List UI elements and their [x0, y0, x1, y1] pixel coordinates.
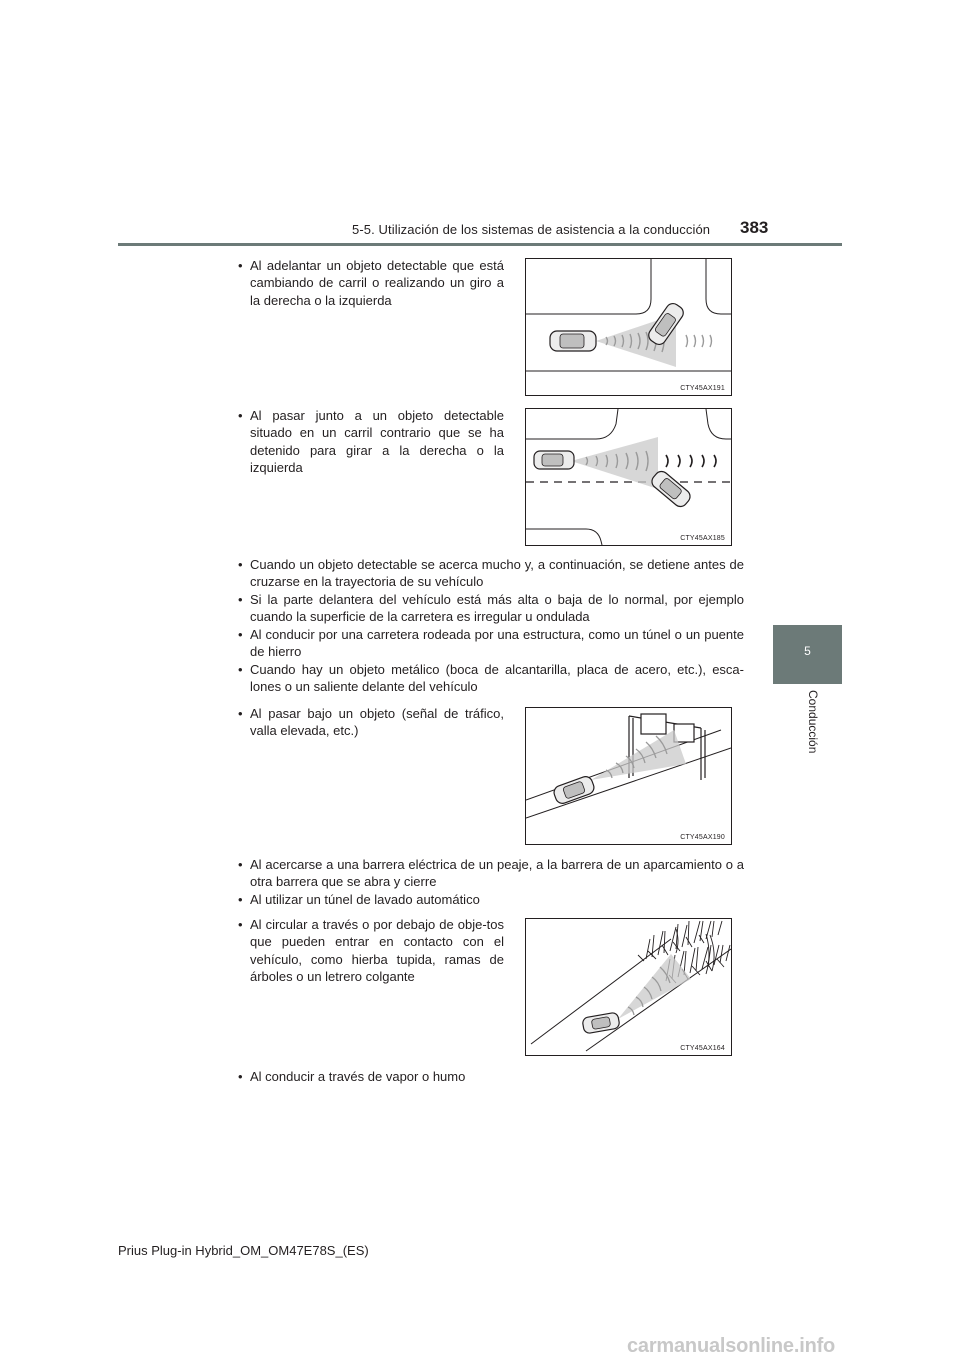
- section-title: 5-5. Utilización de los sistemas de asistencia a la conducción: [352, 222, 711, 237]
- list-item-front-height: • Si la parte delantera del vehículo está más alta o baja de lo normal, por ejemplo cuando la superficie de la carretera es irregular u ondulada: [238, 591, 744, 626]
- figure-overtake-turning: [525, 258, 732, 396]
- figure-pass-under: [525, 707, 732, 845]
- figure-code: CTY45AX190: [680, 834, 725, 841]
- figure-pass-stopped-opposite: [525, 408, 732, 546]
- list-item-tunnel-bridge: • Al conducir por una carretera rodeada por una estructura, como un túnel o un puente de hierro: [238, 626, 744, 661]
- chapter-label: Conducción: [806, 690, 820, 754]
- chapter-number: 5: [804, 644, 811, 658]
- list-item-approach-and-stop: • Cuando un objeto detectable se acerca mucho y, a continuación, se detiene antes de cruzarse en la trayectoria de su vehículo: [238, 556, 744, 591]
- list-item-overtake-turning: • Al adelantar un objeto detectable que está cambiando de carril o realizando un giro a la derecha o la izquierda: [238, 257, 504, 309]
- figure-vegetation: [525, 918, 732, 1056]
- list-item-pass-under: • Al pasar bajo un objeto (señal de tráfico, valla elevada, etc.): [238, 705, 504, 740]
- list-item-car-wash: • Al utilizar un túnel de lavado automático: [238, 891, 744, 908]
- header-rule: [118, 243, 842, 246]
- figure-code: CTY45AX191: [680, 385, 725, 392]
- page-number: 383: [740, 218, 769, 237]
- watermark: carmanualsonline.info: [627, 1335, 836, 1357]
- list-item-pass-stopped-opposite: • Al pasar junto a un objeto detectable situado en un carril contrario que se ha detenido para girar a la derecha o la izquierda: [238, 407, 504, 476]
- document-id: Prius Plug-in Hybrid_OM_OM47E78S_(ES): [118, 1243, 369, 1258]
- list-item-vegetation: • Al circular a través o por debajo de obje-tos que pueden entrar en contacto con el vehículo, como hierba tupida, ramas de árboles o un letrero colgante: [238, 916, 504, 985]
- figure-code: CTY45AX164: [680, 1045, 725, 1052]
- figure-code: CTY45AX185: [680, 535, 725, 542]
- list-item-steam-smoke: • Al conducir a través de vapor o humo: [238, 1068, 744, 1085]
- list-item-metal-object: • Cuando hay un objeto metálico (boca de alcantarilla, placa de acero, etc.), esca-lones o un saliente delante del vehículo: [238, 661, 744, 696]
- chapter-tab: [773, 625, 842, 684]
- list-item-barrier: • Al acercarse a una barrera eléctrica de un peaje, a la barrera de un aparcamiento o a otra barrera que se abra y cierre: [238, 856, 744, 891]
